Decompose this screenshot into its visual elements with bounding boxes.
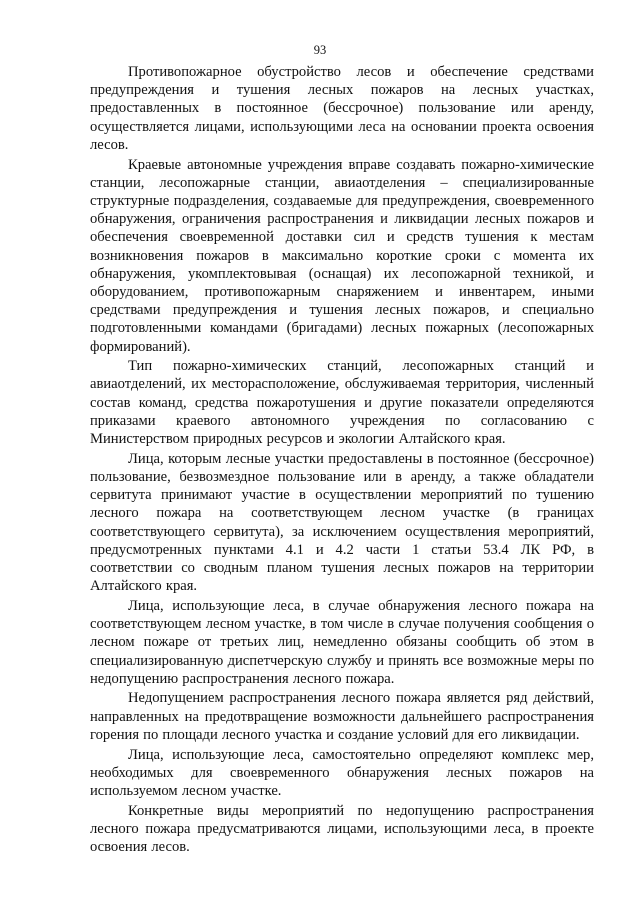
paragraph-station-types: Тип пожарно-химических станций, лесопожарных станций и авиаотделений, их месторасположение, обслуживаемая территория, численный состав команд, средства пожаротушения и другие показатели определяются приказами краевого автономного учреждения по согласованию с Министерством природных ресурсов и экологии Алтайского края.: [90, 358, 594, 448]
paragraph-specific-measures: Конкретные виды мероприятий по недопущению распространения лесного пожара предусматриваются лицами, использующими леса, в проекте освоения лесов.: [90, 802, 594, 856]
paragraph-prevention-definition: Недопущением распространения лесного пожара является ряд действий, направленных на предотвращение возможности дальнейшего распространения горения по площади лесного участка и создание условий для его ликвидации.: [90, 690, 594, 743]
paragraph-fire-detection-duty: Лица, использующие леса, в случае обнаружения лесного пожара на соответствующем лесном участке, в том числе в случае получения сообщения о лесном пожаре от третьих лиц, немедленно обязаны сообщить об этом в специализированную диспетчерскую службу и принять все возможные меры по недопущению распространения лесного пожара.: [90, 597, 594, 687]
paragraph-autonomous-institutions: Краевые автономные учреждения вправе создавать пожарно-химические станции, лесопожарные станции, авиаотделения – специализированные структурные подразделения, создаваемые для предупреждения, своевременного обнаружения, ограничения распространения и ликвидации лесных пожаров и обеспечения своевременной доставки сил и средств тушения к местам возникновения пожаров в максимально короткие сроки с момента их обнаружения, укомплектовывая (оснащая) их лесопожарной техникой, и оборудованием, противопожарным снаряжением и инвентарем, иными средствами предупреждения и тушения лесных пожаров, и специально подготовленными командами (бригадами) лесных пожарных (лесопожарных формирований).: [90, 156, 594, 355]
paragraph-participation-in-extinguishing: Лица, которым лесные участки предоставлены в постоянное (бессрочное) пользование, безвозмездное пользование или в аренду, а также обладатели сервитута принимают участие в осуществлении мероприятий по тушению лесного пожара на соответствующем лесном участке (в границах соответствующего сервитута), за исключением осуществления мероприятий, предусмотренных пунктами 4.1 и 4.2 части 1 статьи 53.4 ЛК РФ, в соответствии со сводным планом тушения лесных пожаров на территории Алтайского края.: [90, 450, 594, 595]
page-number: 93: [313, 43, 327, 57]
paragraph-detection-measures: Лица, использующие леса, самостоятельно определяют комплекс мер, необходимых для своевременного обнаружения лесных пожаров на используемом лесном участке.: [90, 746, 594, 799]
paragraph-fire-arrangement: Противопожарное обустройство лесов и обеспечение средствами предупреждения и тушения лесных пожаров на лесных участках, предоставленных в постоянное (бессрочное) пользование или аренду, осуществляется лицами, использующими леса на основании проекта освоения лесов.: [90, 64, 594, 153]
document-body: [90, 63, 594, 856]
